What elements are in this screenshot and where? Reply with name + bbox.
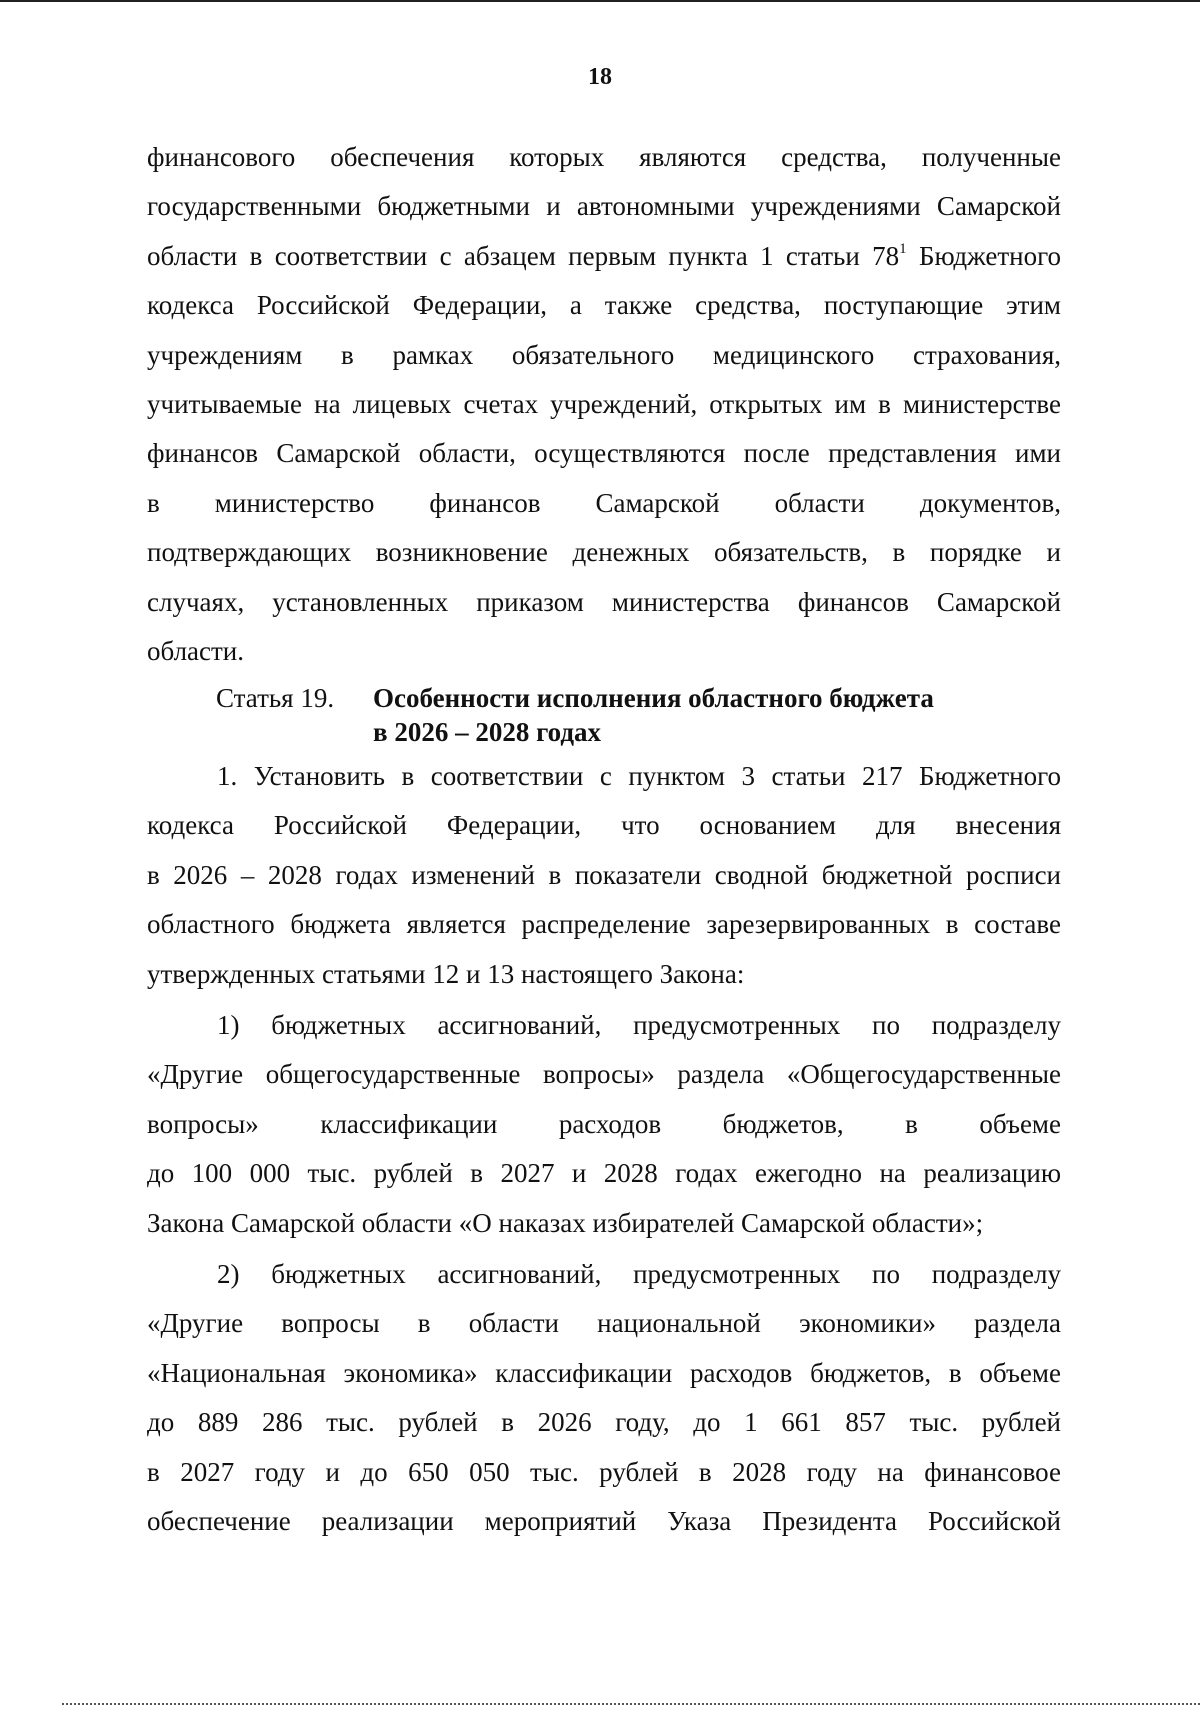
paragraph-line-with-superscript <box>147 232 1061 281</box>
paragraph-line: областного бюджета является распределение зарезервированных в составе <box>147 909 1061 940</box>
paragraph-line: области. <box>147 635 245 666</box>
paragraph-line: в 2027 году и до 650 050 тыс. рублей в 2028 году на финансовое <box>147 1456 1061 1487</box>
paragraph-line: вопросы» классификации расходов бюджетов, в объеме <box>147 1108 1061 1139</box>
superscript-index: 1 <box>899 240 907 257</box>
paragraph-line: случаях, установленных приказом министерства финансов Самарской <box>147 586 1061 617</box>
paragraph-line: кодекса Российской Федерации, а также средства, поступающие этим <box>147 290 1061 321</box>
article-title <box>373 681 934 749</box>
paragraph-line: «Другие общегосударственные вопросы» раздела «Общегосударственные <box>147 1059 1061 1090</box>
paragraph-line: подтверждающих возникновение денежных обязательств, в порядке и <box>147 537 1061 568</box>
paragraph-line: финансов Самарской области, осуществляются после представления ими <box>147 438 1061 469</box>
article-title-line: Особенности исполнения областного бюджета <box>373 683 934 713</box>
paragraph-line: в 2026 – 2028 годах изменений в показатели сводной бюджетной росписи <box>147 859 1061 890</box>
paragraph-line: «Национальная экономика» классификации расходов бюджетов, в объеме <box>147 1357 1061 1388</box>
article-label: Статья 19. <box>216 683 335 713</box>
subclause-1-paragraph <box>147 1001 1061 1248</box>
subclause-2-paragraph <box>147 1250 1061 1546</box>
paragraph-line: государственными бюджетными и автономными учреждениями Самарской <box>147 191 1061 222</box>
line-text: области в соответствии с абзацем первым пункта 1 статьи 78 <box>147 240 900 271</box>
paragraph-line: кодекса Российской Федерации, что основанием для внесения <box>147 810 1061 841</box>
paragraph-line: учитываемые на лицевых счетах учреждений, открытых им в министерстве <box>147 388 1061 419</box>
paragraph-line: до 100 000 тыс. рублей в 2027 и 2028 годах ежегодно на реализацию <box>147 1158 1061 1189</box>
paragraph-line: в министерство финансов Самарской области документов, <box>147 487 1061 518</box>
paragraph-line: 1) бюджетных ассигнований, предусмотренных по подразделу <box>217 1010 1061 1040</box>
paragraph-line: учреждениям в рамках обязательного медицинского страхования, <box>147 339 1061 370</box>
paragraph-line: до 889 286 тыс. рублей в 2026 году, до 1 661 857 тыс. рублей <box>147 1407 1061 1438</box>
continuation-paragraph <box>147 133 1061 676</box>
paragraph-line: 2) бюджетных ассигнований, предусмотренных по подразделу <box>217 1259 1061 1289</box>
paragraph-line: обеспечение реализации мероприятий Указа Президента Российской <box>147 1505 1061 1536</box>
paragraph-line: Закона Самарской области «О наказах избирателей Самарской области»; <box>147 1207 984 1238</box>
paragraph-line: «Другие вопросы в области национальной экономики» раздела <box>147 1308 1061 1339</box>
paragraph-line: финансового обеспечения которых являются средства, полученные <box>147 142 1061 172</box>
clause-1-paragraph <box>147 752 1061 999</box>
paragraph-line: утвержденных статьями 12 и 13 настоящего Закона: <box>147 958 745 989</box>
article-title-line: в 2026 – 2028 годах <box>373 717 602 747</box>
bottom-dotted-line <box>62 1703 1200 1705</box>
page-number: 18 <box>588 64 612 90</box>
line-text-tail: Бюджетного <box>906 240 1061 271</box>
paragraph-line: 1. Установить в соответствии с пунктом 3 статьи 217 Бюджетного <box>217 761 1061 791</box>
top-border-line <box>0 0 1200 2</box>
